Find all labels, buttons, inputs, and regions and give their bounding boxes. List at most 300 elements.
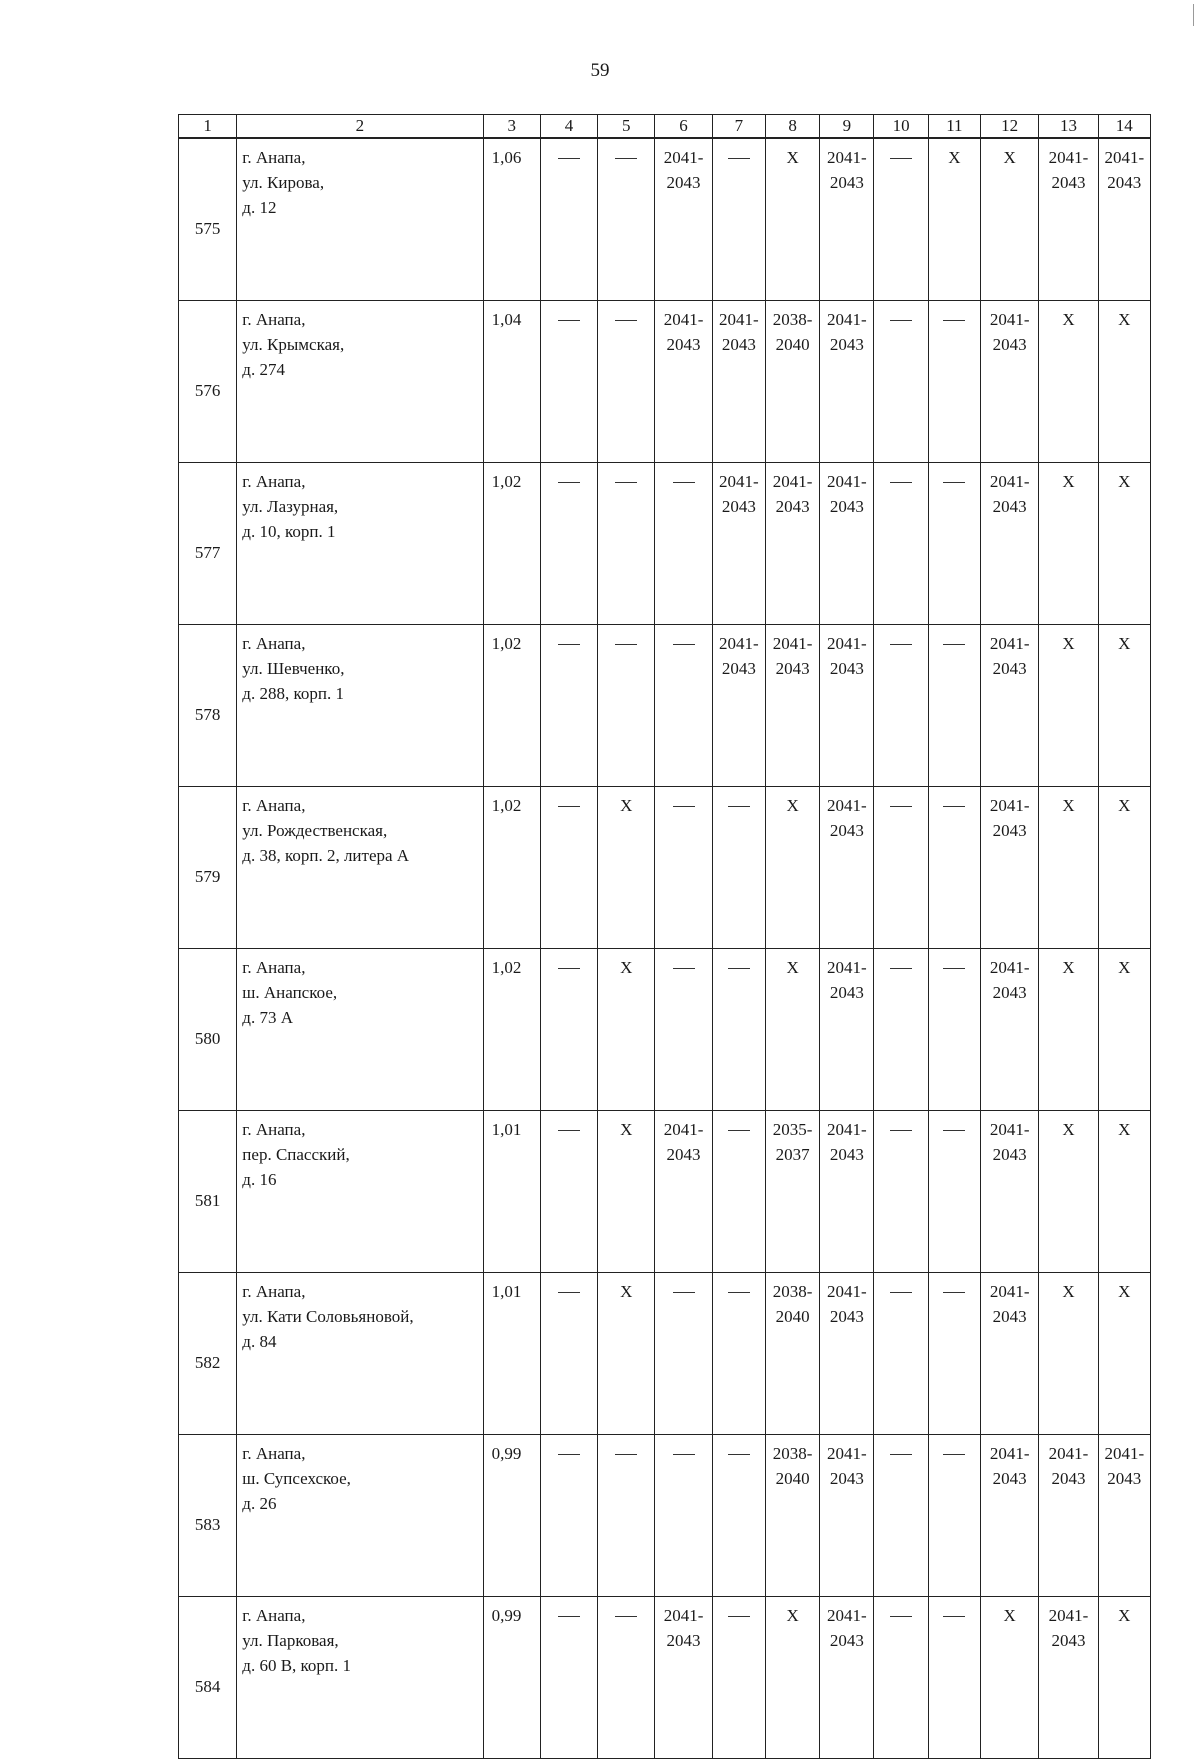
period-end: 2043	[721, 497, 756, 516]
value-cell	[928, 625, 980, 787]
value-cell: Х	[598, 949, 655, 1111]
period-start: 2041-	[989, 1282, 1030, 1301]
period-end: 2040	[775, 1307, 810, 1326]
value-cell	[765, 463, 819, 625]
coefficient-cell: 1,06	[483, 138, 540, 301]
column-header-2: 2	[237, 115, 483, 139]
value-cell	[928, 1111, 980, 1273]
address-line: д. 26	[242, 1494, 277, 1513]
value-cell	[1039, 1597, 1098, 1759]
address-line: ул. Кирова,	[242, 173, 325, 192]
value-cell	[712, 463, 765, 625]
period-end: 2043	[992, 1469, 1027, 1488]
dash-mark	[615, 482, 637, 483]
dash-mark	[615, 1454, 637, 1455]
address-cell	[237, 463, 483, 625]
column-header-13: 13	[1039, 115, 1098, 139]
value-cell	[655, 1435, 712, 1597]
value-cell	[981, 787, 1039, 949]
dash-mark	[728, 1292, 750, 1293]
period-start: 2041-	[827, 1606, 867, 1625]
address-line: г. Анапа,	[242, 310, 306, 329]
value-cell	[981, 463, 1039, 625]
period-end: 2043	[666, 173, 701, 192]
table-row	[179, 1597, 1151, 1759]
period-start: 2041-	[989, 634, 1030, 653]
period-end: 2043	[992, 497, 1027, 516]
row-number: 578	[179, 625, 237, 787]
address-line: ул. Крымская,	[242, 335, 345, 354]
period-start: 2041-	[827, 148, 867, 167]
dash-mark	[558, 1292, 580, 1293]
address-line: ул. Кати Соловьяновой,	[242, 1307, 414, 1326]
value-cell	[655, 625, 712, 787]
period-start: 2041-	[827, 1444, 867, 1463]
address-line: г. Анапа,	[242, 1444, 306, 1463]
dash-mark	[728, 1130, 750, 1131]
table-body	[179, 138, 1151, 1759]
value-cell	[1098, 138, 1150, 301]
value-cell: Х	[598, 1273, 655, 1435]
value-cell	[820, 463, 874, 625]
value-cell	[820, 625, 874, 787]
address-line: г. Анапа,	[242, 472, 306, 491]
period-start: 2041-	[718, 310, 759, 329]
period-start: 2041-	[989, 1120, 1030, 1139]
value-cell	[765, 1435, 819, 1597]
address-line: ул. Парковая,	[242, 1631, 339, 1650]
period-end: 2043	[992, 983, 1027, 1002]
address-line: г. Анапа,	[242, 796, 306, 815]
value-cell	[820, 1435, 874, 1597]
value-cell	[981, 1273, 1039, 1435]
value-cell	[655, 1273, 712, 1435]
period-end: 2043	[829, 1631, 864, 1650]
value-cell	[712, 301, 765, 463]
period-end: 2043	[666, 1145, 701, 1164]
dash-mark	[890, 158, 912, 159]
value-cell	[712, 1435, 765, 1597]
value-cell	[981, 1111, 1039, 1273]
coefficient-cell: 0,99	[483, 1435, 540, 1597]
address-cell	[237, 1435, 483, 1597]
register-table	[178, 114, 1151, 1759]
register-table-wrapper	[178, 114, 1151, 1759]
table-row	[179, 1435, 1151, 1597]
period-start: 2038-	[772, 1282, 813, 1301]
address-line: г. Анапа,	[242, 1120, 306, 1139]
value-cell	[874, 1435, 928, 1597]
value-cell: Х	[765, 949, 819, 1111]
address-line: д. 16	[242, 1170, 277, 1189]
value-cell: Х	[1098, 1273, 1150, 1435]
dash-mark	[890, 1616, 912, 1617]
period-end: 2043	[829, 821, 864, 840]
dash-mark	[943, 806, 965, 807]
row-number: 583	[179, 1435, 237, 1597]
table-header	[179, 115, 1151, 139]
period-end: 2043	[1051, 1469, 1086, 1488]
value-cell	[712, 1111, 765, 1273]
table-row	[179, 1273, 1151, 1435]
value-cell	[928, 787, 980, 949]
value-cell	[540, 1597, 597, 1759]
period-end: 2043	[1051, 1631, 1086, 1650]
period-end: 2043	[829, 173, 864, 192]
period-start: 2041-	[663, 1606, 704, 1625]
address-line: г. Анапа,	[242, 1606, 306, 1625]
value-cell	[598, 301, 655, 463]
row-number: 580	[179, 949, 237, 1111]
period-end: 2043	[666, 1631, 701, 1650]
value-cell	[598, 1597, 655, 1759]
period-start: 2041-	[989, 472, 1030, 491]
value-cell	[981, 949, 1039, 1111]
dash-mark	[728, 806, 750, 807]
period-end: 2043	[992, 1145, 1027, 1164]
dash-mark	[943, 1616, 965, 1617]
dash-mark	[615, 158, 637, 159]
period-end: 2043	[992, 335, 1027, 354]
period-end: 2040	[775, 1469, 810, 1488]
dash-mark	[943, 320, 965, 321]
dash-mark	[890, 806, 912, 807]
value-cell	[928, 1597, 980, 1759]
value-cell	[540, 787, 597, 949]
coefficient-cell: 1,02	[483, 625, 540, 787]
value-cell: Х	[1039, 1273, 1098, 1435]
value-cell	[820, 949, 874, 1111]
value-cell	[655, 138, 712, 301]
table-row	[179, 138, 1151, 301]
period-start: 2041-	[772, 634, 813, 653]
column-header-8: 8	[765, 115, 819, 139]
value-cell: Х	[1098, 625, 1150, 787]
address-line: д. 12	[242, 198, 277, 217]
address-cell	[237, 301, 483, 463]
value-cell	[598, 463, 655, 625]
column-header-9: 9	[820, 115, 874, 139]
period-start: 2041-	[1104, 1444, 1145, 1463]
dash-mark	[943, 1130, 965, 1131]
table-row	[179, 949, 1151, 1111]
value-cell: Х	[1039, 949, 1098, 1111]
table-row	[179, 1111, 1151, 1273]
value-cell: Х	[598, 1111, 655, 1273]
column-header-10: 10	[874, 115, 928, 139]
period-start: 2041-	[1048, 1444, 1089, 1463]
address-line: г. Анапа,	[242, 148, 306, 167]
address-cell	[237, 949, 483, 1111]
value-cell	[540, 1111, 597, 1273]
dash-mark	[890, 1292, 912, 1293]
column-header-6: 6	[655, 115, 712, 139]
value-cell	[874, 949, 928, 1111]
value-cell: Х	[1098, 463, 1150, 625]
period-start: 2041-	[989, 958, 1030, 977]
period-end: 2043	[721, 659, 756, 678]
header-row	[179, 115, 1151, 139]
value-cell: Х	[1098, 1597, 1150, 1759]
value-cell	[598, 138, 655, 301]
period-start: 2041-	[663, 310, 704, 329]
period-end: 2043	[775, 497, 810, 516]
column-header-7: 7	[712, 115, 765, 139]
value-cell	[765, 1111, 819, 1273]
column-header-3: 3	[483, 115, 540, 139]
address-line: д. 60 В, корп. 1	[242, 1656, 352, 1675]
value-cell	[540, 625, 597, 787]
value-cell	[540, 1273, 597, 1435]
value-cell	[874, 138, 928, 301]
dash-mark	[673, 644, 695, 645]
period-start: 2041-	[1104, 148, 1145, 167]
dash-mark	[673, 482, 695, 483]
dash-mark	[558, 158, 580, 159]
value-cell: Х	[1098, 301, 1150, 463]
coefficient-cell: 1,02	[483, 949, 540, 1111]
address-line: ул. Рождественская,	[242, 821, 388, 840]
value-cell	[981, 301, 1039, 463]
value-cell	[540, 138, 597, 301]
value-cell	[1098, 1435, 1150, 1597]
period-start: 2041-	[772, 472, 813, 491]
dash-mark	[943, 644, 965, 645]
address-line: ул. Лазурная,	[242, 497, 339, 516]
page-number: 59	[590, 60, 610, 81]
value-cell: Х	[1039, 625, 1098, 787]
period-start: 2038-	[772, 1444, 813, 1463]
dash-mark	[673, 1454, 695, 1455]
dash-mark	[615, 1616, 637, 1617]
value-cell	[874, 625, 928, 787]
row-number: 584	[179, 1597, 237, 1759]
table-row	[179, 787, 1151, 949]
value-cell	[928, 463, 980, 625]
dash-mark	[943, 482, 965, 483]
value-cell	[820, 1273, 874, 1435]
coefficient-cell: 1,04	[483, 301, 540, 463]
address-line: ш. Анапское,	[242, 983, 338, 1002]
period-end: 2043	[1051, 173, 1086, 192]
period-end: 2043	[992, 659, 1027, 678]
period-end: 2043	[1107, 1469, 1142, 1488]
column-header-4: 4	[540, 115, 597, 139]
value-cell	[820, 301, 874, 463]
row-number: 577	[179, 463, 237, 625]
value-cell	[712, 787, 765, 949]
period-start: 2041-	[718, 472, 759, 491]
row-number: 576	[179, 301, 237, 463]
value-cell	[820, 1111, 874, 1273]
period-end: 2043	[829, 1307, 864, 1326]
period-end: 2043	[829, 1145, 864, 1164]
value-cell: Х	[765, 1597, 819, 1759]
period-start: 2035-	[772, 1120, 813, 1139]
value-cell	[655, 787, 712, 949]
period-end: 2043	[829, 1469, 864, 1488]
period-start: 2041-	[827, 1120, 867, 1139]
period-end: 2037	[775, 1145, 810, 1164]
dash-mark	[558, 968, 580, 969]
period-start: 2041-	[827, 310, 867, 329]
coefficient-cell: 0,99	[483, 1597, 540, 1759]
period-start: 2041-	[1048, 1606, 1089, 1625]
dash-mark	[890, 968, 912, 969]
value-cell	[928, 949, 980, 1111]
address-cell	[237, 138, 483, 301]
row-number: 581	[179, 1111, 237, 1273]
period-start: 2041-	[989, 796, 1030, 815]
value-cell	[820, 787, 874, 949]
table-row	[179, 301, 1151, 463]
value-cell	[655, 1111, 712, 1273]
dash-mark	[728, 158, 750, 159]
value-cell: Х	[981, 138, 1039, 301]
period-start: 2041-	[827, 634, 867, 653]
dash-mark	[558, 482, 580, 483]
value-cell	[765, 301, 819, 463]
dash-mark	[673, 968, 695, 969]
value-cell	[655, 301, 712, 463]
period-end: 2040	[775, 335, 810, 354]
dash-mark	[943, 968, 965, 969]
value-cell	[928, 301, 980, 463]
value-cell	[655, 949, 712, 1111]
address-line: г. Анапа,	[242, 958, 306, 977]
dash-mark	[943, 1454, 965, 1455]
coefficient-cell: 1,01	[483, 1111, 540, 1273]
dash-mark	[615, 320, 637, 321]
row-number: 575	[179, 138, 237, 301]
value-cell	[540, 301, 597, 463]
value-cell: Х	[1098, 787, 1150, 949]
value-cell	[712, 138, 765, 301]
value-cell	[655, 463, 712, 625]
period-start: 2041-	[827, 796, 867, 815]
address-line: д. 84	[242, 1332, 277, 1351]
address-line: д. 38, корп. 2, литера А	[242, 846, 410, 865]
value-cell	[874, 1273, 928, 1435]
dash-mark	[890, 320, 912, 321]
period-start: 2041-	[989, 1444, 1030, 1463]
period-start: 2041-	[827, 958, 867, 977]
period-end: 2043	[992, 821, 1027, 840]
dash-mark	[728, 968, 750, 969]
dash-mark	[728, 1616, 750, 1617]
dash-mark	[615, 644, 637, 645]
value-cell: Х	[981, 1597, 1039, 1759]
value-cell	[874, 787, 928, 949]
value-cell	[874, 1597, 928, 1759]
value-cell	[712, 1273, 765, 1435]
value-cell	[820, 138, 874, 301]
coefficient-cell: 1,02	[483, 787, 540, 949]
value-cell	[981, 1435, 1039, 1597]
value-cell	[928, 1273, 980, 1435]
value-cell	[765, 1273, 819, 1435]
value-cell	[540, 463, 597, 625]
address-line: д. 73 А	[242, 1008, 293, 1027]
column-header-12: 12	[981, 115, 1039, 139]
dash-mark	[558, 1616, 580, 1617]
value-cell: Х	[1098, 1111, 1150, 1273]
value-cell: Х	[598, 787, 655, 949]
dash-mark	[890, 482, 912, 483]
table-row	[179, 625, 1151, 787]
value-cell	[820, 1597, 874, 1759]
period-start: 2041-	[827, 472, 867, 491]
address-line: д. 10, корп. 1	[242, 522, 336, 541]
column-header-5: 5	[598, 115, 655, 139]
value-cell	[655, 1597, 712, 1759]
value-cell	[540, 949, 597, 1111]
value-cell	[928, 1435, 980, 1597]
scan-artifact-mark	[1193, 4, 1194, 26]
address-line: г. Анапа,	[242, 1282, 306, 1301]
value-cell: Х	[1039, 1111, 1098, 1273]
value-cell: Х	[1039, 301, 1098, 463]
period-start: 2041-	[663, 1120, 704, 1139]
address-cell	[237, 1111, 483, 1273]
value-cell: Х	[1039, 463, 1098, 625]
period-end: 2043	[1107, 173, 1142, 192]
value-cell	[981, 625, 1039, 787]
row-number: 579	[179, 787, 237, 949]
column-header-14: 14	[1098, 115, 1150, 139]
address-cell	[237, 1597, 483, 1759]
address-cell	[237, 787, 483, 949]
address-line: ул. Шевченко,	[242, 659, 345, 678]
address-line: г. Анапа,	[242, 634, 306, 653]
dash-mark	[890, 644, 912, 645]
value-cell: Х	[1039, 787, 1098, 949]
value-cell	[874, 1111, 928, 1273]
dash-mark	[890, 1130, 912, 1131]
column-header-1: 1	[179, 115, 237, 139]
dash-mark	[943, 1292, 965, 1293]
period-end: 2043	[721, 335, 756, 354]
value-cell	[1039, 138, 1098, 301]
column-header-11: 11	[928, 115, 980, 139]
period-start: 2041-	[718, 634, 759, 653]
value-cell	[874, 463, 928, 625]
dash-mark	[673, 806, 695, 807]
coefficient-cell: 1,01	[483, 1273, 540, 1435]
address-cell	[237, 1273, 483, 1435]
dash-mark	[558, 644, 580, 645]
value-cell: Х	[765, 787, 819, 949]
period-start: 2041-	[827, 1282, 867, 1301]
address-line: д. 274	[242, 360, 285, 379]
address-line: пер. Спасский,	[242, 1145, 350, 1164]
period-end: 2043	[829, 335, 864, 354]
row-number: 582	[179, 1273, 237, 1435]
address-cell	[237, 625, 483, 787]
dash-mark	[558, 320, 580, 321]
dash-mark	[558, 806, 580, 807]
period-end: 2043	[829, 497, 864, 516]
dash-mark	[558, 1454, 580, 1455]
table-row	[179, 463, 1151, 625]
period-end: 2043	[775, 659, 810, 678]
value-cell	[712, 949, 765, 1111]
dash-mark	[728, 1454, 750, 1455]
value-cell	[712, 625, 765, 787]
value-cell	[874, 301, 928, 463]
value-cell	[1039, 1435, 1098, 1597]
address-line: ш. Супсехское,	[242, 1469, 351, 1488]
